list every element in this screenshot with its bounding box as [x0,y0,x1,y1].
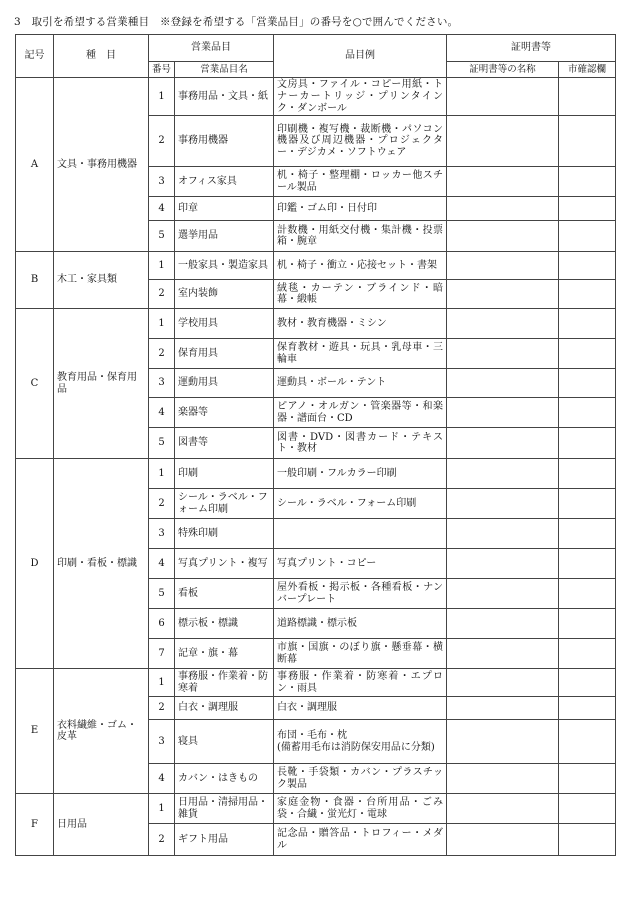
city-check-cell[interactable] [559,280,616,309]
city-check-cell[interactable] [559,720,616,764]
city-check-cell[interactable] [559,428,616,459]
item-number[interactable]: 1 [149,669,175,697]
city-check-cell[interactable] [559,519,616,549]
item-number[interactable]: 3 [149,167,175,197]
cert-name-cell[interactable] [447,167,559,197]
table-row [16,252,616,280]
item-example: 計数機・用紙交付機・集計機・投票箱・腕章 [274,221,447,252]
item-number[interactable]: 1 [149,252,175,280]
item-example: 記念品・贈答品・トロフィー・メダル [274,824,447,856]
cert-name-cell[interactable] [447,339,559,369]
item-number[interactable]: 3 [149,369,175,398]
header-item-number: 番号 [149,62,175,78]
city-check-cell[interactable] [559,764,616,794]
cert-name-cell[interactable] [447,252,559,280]
city-check-cell[interactable] [559,549,616,579]
item-number[interactable]: 4 [149,549,175,579]
city-check-cell[interactable] [559,116,616,167]
cert-name-cell[interactable] [447,280,559,309]
item-number[interactable]: 1 [149,794,175,824]
item-example: 印鑑・ゴム印・日付印 [274,197,447,221]
cert-name-cell[interactable] [447,549,559,579]
item-example [274,519,447,549]
group-category: 教育用品・保育用品 [54,309,149,459]
item-number[interactable]: 2 [149,116,175,167]
city-check-cell[interactable] [559,398,616,428]
item-number[interactable]: 2 [149,280,175,309]
group-category: 文具・事務用機器 [54,78,149,252]
business-items-table [15,34,616,856]
item-name: 楽器等 [175,398,274,428]
item-name: 室内装飾 [175,280,274,309]
item-example: 文房具・ファイル・コピー用紙・トナーカートリッジ・プリンタインク・ダンボール [274,78,447,116]
item-example: 屋外看板・掲示板・各種看板・ナンバープレート [274,579,447,609]
item-number[interactable]: 3 [149,519,175,549]
item-number[interactable]: 2 [149,824,175,856]
city-check-cell[interactable] [559,167,616,197]
cert-name-cell[interactable] [447,609,559,639]
city-check-cell[interactable] [559,639,616,669]
item-example: 長靴・手袋類・カバン・プラスチック製品 [274,764,447,794]
item-number[interactable]: 4 [149,197,175,221]
item-example: 一般印刷・フルカラー印刷 [274,459,447,489]
item-name: 印刷 [175,459,274,489]
item-example: 白衣・調理服 [274,697,447,720]
cert-name-cell[interactable] [447,669,559,697]
item-name: 事務用機器 [175,116,274,167]
city-check-cell[interactable] [559,609,616,639]
cert-name-cell[interactable] [447,116,559,167]
city-check-cell[interactable] [559,309,616,339]
item-number[interactable]: 5 [149,579,175,609]
cert-name-cell[interactable] [447,639,559,669]
city-check-cell[interactable] [559,339,616,369]
group-category: 衣料繊維・ゴム・皮革 [54,669,149,794]
item-name: 事務用品・文具・紙 [175,78,274,116]
city-check-cell[interactable] [559,669,616,697]
cert-name-cell[interactable] [447,78,559,116]
cert-name-cell[interactable] [447,519,559,549]
item-name: 印章 [175,197,274,221]
item-name: 選挙用品 [175,221,274,252]
group-code: B [16,252,54,309]
item-example: 教材・教育機器・ミシン [274,309,447,339]
item-name: 写真プリント・複写 [175,549,274,579]
item-example: 机・椅子・衝立・応接セット・書架 [274,252,447,280]
item-example: 布団・毛布・枕 (備蓄用毛布は消防保安用品に分類) [274,720,447,764]
item-name: 看板 [175,579,274,609]
item-number[interactable]: 4 [149,398,175,428]
group-code: F [16,794,54,856]
cert-name-cell[interactable] [447,459,559,489]
group-category: 日用品 [54,794,149,856]
city-check-cell[interactable] [559,489,616,519]
item-number[interactable]: 6 [149,609,175,639]
item-name: 事務服・作業着・防寒着 [175,669,274,697]
item-number[interactable]: 1 [149,78,175,116]
header-category: 種 目 [54,35,149,78]
item-name: 運動用具 [175,369,274,398]
section-heading: 3 取引を希望する営業種目 ※登録を希望する「営業品目」の番号を○で囲んでください。 [14,16,459,28]
cert-name-cell[interactable] [447,197,559,221]
item-number[interactable]: 2 [149,339,175,369]
group-category: 木工・家具類 [54,252,149,309]
header-city-check: 市確認欄 [559,62,616,78]
item-number[interactable]: 1 [149,309,175,339]
item-example: 保育教材・遊具・玩具・乳母車・三輪車 [274,339,447,369]
table-body [16,78,616,856]
cert-name-cell[interactable] [447,369,559,398]
item-name: 記章・旗・幕 [175,639,274,669]
item-name: 寝具 [175,720,274,764]
item-number[interactable]: 5 [149,221,175,252]
cert-name-cell[interactable] [447,794,559,824]
item-number[interactable]: 4 [149,764,175,794]
header-cert-name: 証明書等の名称 [447,62,559,78]
item-name: カバン・はきもの [175,764,274,794]
cert-name-cell[interactable] [447,309,559,339]
item-name: 白衣・調理服 [175,697,274,720]
city-check-cell[interactable] [559,794,616,824]
item-number[interactable]: 1 [149,459,175,489]
city-check-cell[interactable] [559,824,616,856]
item-name: 保育用具 [175,339,274,369]
item-name: 標示板・標識 [175,609,274,639]
table-row [16,78,616,116]
item-number[interactable]: 2 [149,697,175,720]
group-code: C [16,309,54,459]
item-number[interactable]: 2 [149,489,175,519]
table-row [16,669,616,697]
item-name: 特殊印刷 [175,519,274,549]
cert-name-cell[interactable] [447,398,559,428]
item-example: ピアノ・オルガン・管楽器等・和楽器・譜面台・CD [274,398,447,428]
city-check-cell[interactable] [559,78,616,116]
item-name: シール・ラベル・フォーム印刷 [175,489,274,519]
group-code: D [16,459,54,669]
item-example: 図書・DVD・図書カード・テキスト・教材 [274,428,447,459]
city-check-cell[interactable] [559,221,616,252]
city-check-cell[interactable] [559,697,616,720]
item-example: 印刷機・複写機・裁断機・パソコン機器及び周辺機器・プロジェクター・デジカメ・ソフトウェア [274,116,447,167]
cert-name-cell[interactable] [447,720,559,764]
header-business-items: 営業品目 [149,35,274,62]
city-check-cell[interactable] [559,369,616,398]
header-code: 記号 [16,35,54,78]
item-example: 写真プリント・コピー [274,549,447,579]
cert-name-cell[interactable] [447,764,559,794]
header-item-name: 営業品目名 [175,62,274,78]
table-row [16,459,616,489]
item-example: 絨毯・カーテン・ブラインド・暗幕・緞帳 [274,280,447,309]
item-example: 机・椅子・整理棚・ロッカー他スチール製品 [274,167,447,197]
header-certificates: 証明書等 [447,35,616,62]
group-code: E [16,669,54,794]
item-name: 学校用具 [175,309,274,339]
item-number[interactable]: 3 [149,720,175,764]
cert-name-cell[interactable] [447,489,559,519]
group-code: A [16,78,54,252]
item-name: 一般家具・製造家具 [175,252,274,280]
city-check-cell[interactable] [559,197,616,221]
header-examples: 品目例 [274,35,447,78]
group-category: 印刷・看板・標識 [54,459,149,669]
item-name: 図書等 [175,428,274,459]
cert-name-cell[interactable] [447,697,559,720]
table-row [16,309,616,339]
item-name: ギフト用品 [175,824,274,856]
item-example: 家庭金物・食器・台所用品・ごみ袋・合繊・蛍光灯・電球 [274,794,447,824]
cert-name-cell[interactable] [447,579,559,609]
city-check-cell[interactable] [559,579,616,609]
table-row [16,794,616,824]
item-example: 市旗・国旗・のぼり旗・懸垂幕・横断幕 [274,639,447,669]
cert-name-cell[interactable] [447,428,559,459]
item-example: 道路標識・標示板 [274,609,447,639]
item-number[interactable]: 7 [149,639,175,669]
item-example: 運動具・ボール・テント [274,369,447,398]
city-check-cell[interactable] [559,252,616,280]
item-example: シール・ラベル・フォーム印刷 [274,489,447,519]
item-name: 日用品・清掃用品・雑貨 [175,794,274,824]
city-check-cell[interactable] [559,459,616,489]
item-number[interactable]: 5 [149,428,175,459]
item-name: オフィス家具 [175,167,274,197]
cert-name-cell[interactable] [447,824,559,856]
cert-name-cell[interactable] [447,221,559,252]
item-example: 事務服・作業着・防寒着・エプロン・雨具 [274,669,447,697]
